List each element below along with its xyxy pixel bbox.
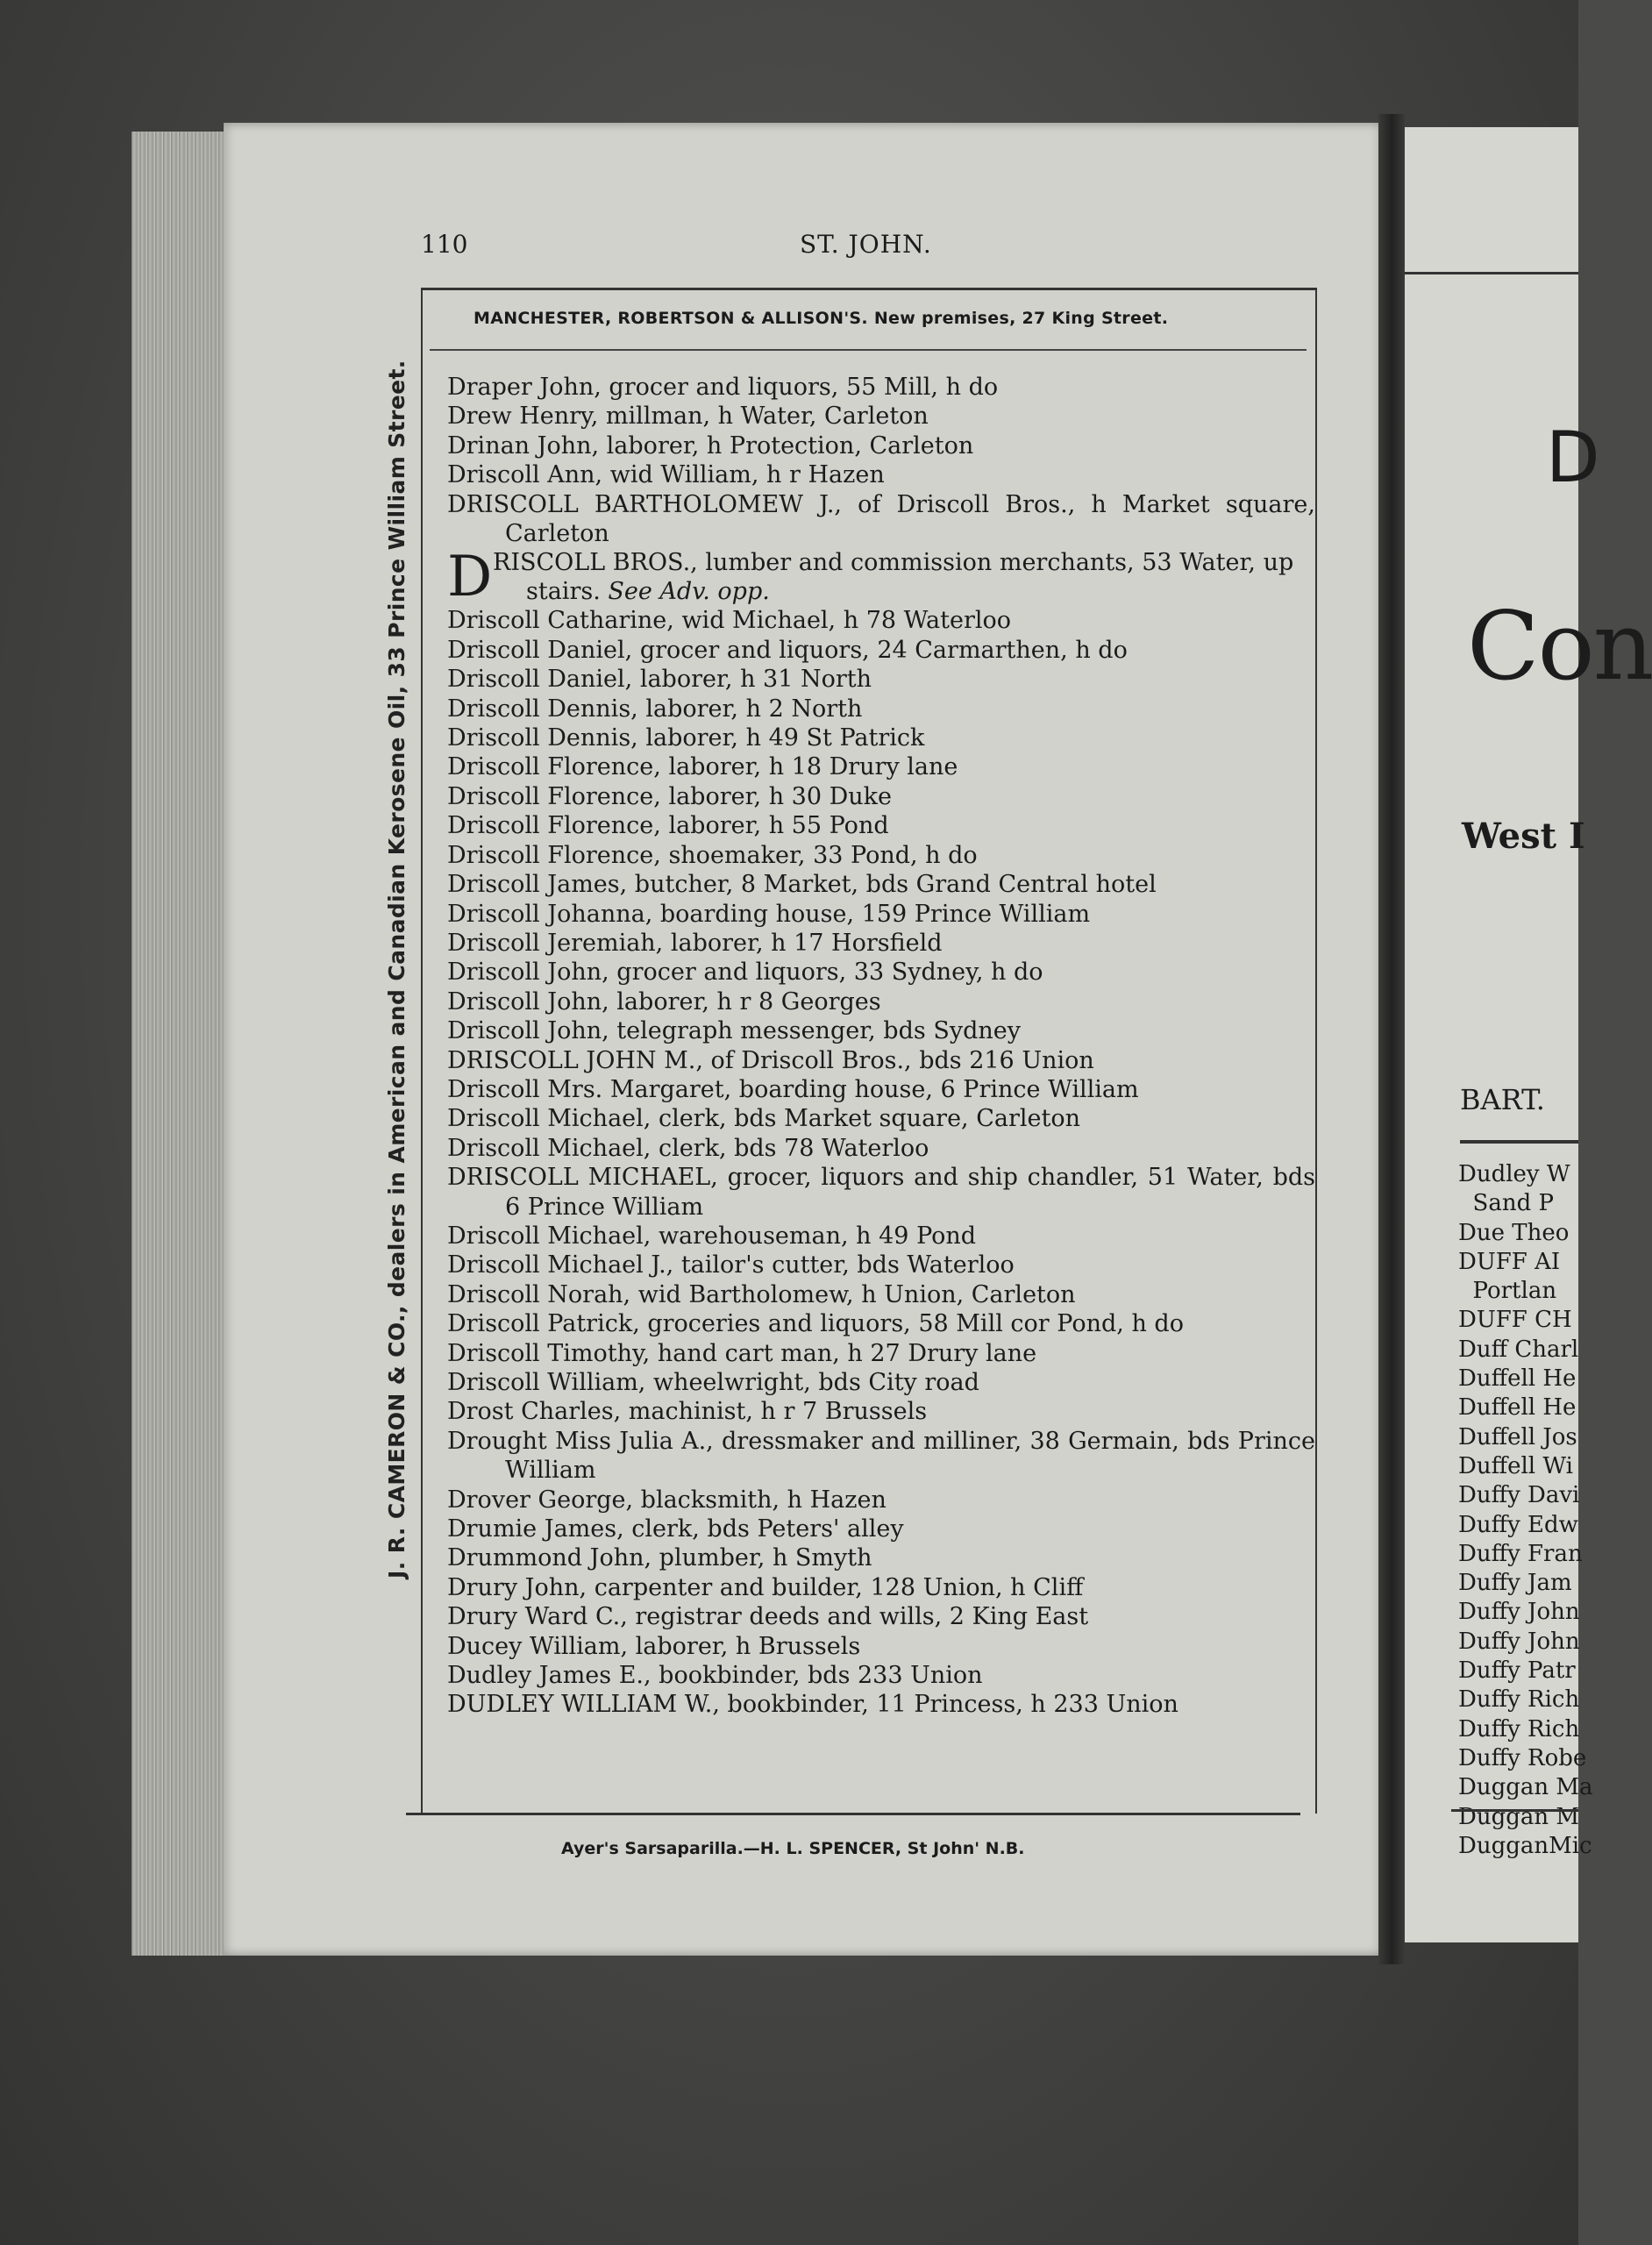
right-page-list-item: Duffy John: [1458, 1628, 1580, 1655]
directory-entry: Driscoll Timothy, hand cart man, h 27 Drury lane: [447, 1339, 1037, 1367]
directory-entry: Driscoll Michael, clerk, bds 78 Waterloo: [447, 1134, 929, 1162]
directory-entry: Driscoll Norah, wid Bartholomew, h Union, Carleton: [447, 1280, 1076, 1308]
featured-line-2-italic: See Adv. opp.: [608, 578, 770, 606]
directory-entry: DUDLEY WILLIAM W., bookbinder, 11 Princess, h 233 Union: [447, 1691, 1178, 1719]
directory-entry: Driscoll Florence, laborer, h 30 Duke: [447, 782, 892, 810]
directory-entry: Drury John, carpenter and builder, 128 Union, h Cliff: [447, 1573, 1084, 1601]
directory-entry: Drost Charles, machinist, h r 7 Brussels: [447, 1398, 928, 1426]
directory-entry: Driscoll Florence, laborer, h 55 Pond: [447, 812, 889, 840]
directory-entry: Driscoll Daniel, grocer and liquors, 24 Carmarthen, h do: [447, 636, 1128, 664]
right-page-big-letter: D: [1546, 417, 1600, 498]
right-page-headline: Con: [1467, 592, 1652, 702]
directory-entry: DRISCOLL BARTHOLOMEW J., of Driscoll Bros., h Market square, Carleton: [447, 490, 1315, 548]
right-page-list-item: Duffy Edw: [1458, 1511, 1578, 1538]
right-page-list: [1458, 1160, 1593, 1861]
right-page-list-item: Duffell Jos: [1458, 1423, 1577, 1450]
frame-bottom-rule: [406, 1813, 1300, 1815]
right-page-list-item: Duffell Wi: [1458, 1452, 1573, 1479]
running-head: ST. JOHN.: [800, 230, 932, 259]
right-page-list-item: Duggan M: [1458, 1803, 1580, 1830]
right-page-rule: [1460, 1140, 1578, 1144]
right-page-list-item: Duffy Patr: [1458, 1657, 1576, 1685]
directory-entry: Driscoll Michael, warehouseman, h 49 Pond: [447, 1222, 977, 1250]
directory-entry: Driscoll William, wheelwright, bds City road: [447, 1369, 979, 1396]
right-page-bart: BART.: [1460, 1083, 1545, 1116]
right-page-list-item: Duffy Fran: [1458, 1540, 1583, 1567]
directory-entry: Driscoll John, telegraph messenger, bds Sydney: [447, 1017, 1021, 1045]
featured-line-1: RISCOLL BROS., lumber and commission merchants, 53 Water, up: [493, 549, 1294, 577]
right-page-list-item: Dudley W: [1458, 1161, 1570, 1187]
directory-entry: Driscoll Florence, laborer, h 18 Drury lane: [447, 753, 958, 781]
directory-entry: Driscoll Patrick, groceries and liquors, 58 Mill cor Pond, h do: [447, 1310, 1184, 1338]
ad-rule: [430, 349, 1307, 351]
directory-entries: [447, 373, 1315, 1720]
featured-entry: [447, 545, 1315, 610]
featured-line-2: [526, 577, 770, 606]
directory-entry: Drinan John, laborer, h Protection, Carleton: [447, 431, 974, 460]
directory-entry: Drumie James, clerk, bds Peters' alley: [447, 1515, 904, 1543]
directory-entry: Drury Ward C., registrar deeds and wills, 2 King East: [447, 1603, 1089, 1631]
right-page-list-item: DugganMic: [1458, 1832, 1592, 1859]
right-page-list-item: Duffy John: [1458, 1599, 1580, 1626]
directory-entry: Driscoll John, grocer and liquors, 33 Sydney, h do: [447, 959, 1043, 987]
directory-entry: Dudley James E., bookbinder, bds 233 Union: [447, 1662, 983, 1690]
right-page-list-item: Duffy Rich: [1458, 1715, 1580, 1743]
directory-entry: Driscoll Catharine, wid Michael, h 78 Waterloo: [447, 607, 1012, 635]
directory-entry: Driscoll Jeremiah, laborer, h 17 Horsfield: [447, 929, 943, 957]
side-advertisement: J. R. CAMERON & CO., dealers in American and Canadian Kerosene Oil, 33 Prince William Street.: [384, 360, 409, 1579]
right-page: [1399, 127, 1652, 1942]
right-page-list-item: DUFF AI: [1458, 1248, 1561, 1275]
directory-entry: Driscoll Dennis, laborer, h 49 St Patrick: [447, 724, 925, 752]
directory-entry: Driscoll Daniel, laborer, h 31 North: [447, 666, 872, 694]
right-page-list-item: Duffell He: [1458, 1394, 1577, 1422]
right-page-list-item: DUFF CH: [1458, 1307, 1572, 1334]
dropcap: D: [447, 545, 493, 610]
right-page-list-item: Duffy Jam: [1458, 1570, 1572, 1597]
right-page-list-item: Duffy Rich: [1458, 1686, 1580, 1714]
directory-entry: Ducey William, laborer, h Brussels: [447, 1632, 861, 1660]
entries-after-group: [447, 606, 1315, 1719]
frame-top-rule: [421, 288, 1315, 290]
page-number: 110: [421, 230, 468, 259]
directory-entry: Driscoll Michael J., tailor's cutter, bds Waterloo: [447, 1251, 1015, 1279]
directory-entry: Draper John, grocer and liquors, 55 Mill, h do: [447, 374, 999, 401]
directory-entry: Drummond John, plumber, h Smyth: [447, 1544, 872, 1572]
book-gutter: [1378, 114, 1405, 1964]
right-page-list-item: Duffell He: [1458, 1365, 1577, 1393]
right-page-list-item: Duffy Robe: [1458, 1744, 1587, 1771]
page-edges: [132, 132, 228, 1956]
directory-entry: Drought Miss Julia A., dressmaker and milliner, 38 Germain, bds Prince William: [447, 1427, 1315, 1485]
directory-entry: Drew Henry, millman, h Water, Carleton: [447, 403, 929, 431]
top-advertisement: MANCHESTER, ROBERTSON & ALLISON'S. New premises, 27 King Street.: [474, 309, 1169, 328]
right-page-list-item: Sand P: [1458, 1190, 1554, 1217]
right-page-list-item: Duggan Ma: [1458, 1774, 1593, 1801]
right-page-subhead: West I: [1462, 816, 1585, 857]
right-page-top-rule: [1399, 272, 1578, 274]
directory-entry: Driscoll James, butcher, 8 Market, bds Grand Central hotel: [447, 871, 1157, 899]
featured-line-2-text: stairs.: [526, 578, 609, 606]
bottom-advertisement: Ayer's Sarsaparilla.—H. L. SPENCER, St John' N.B.: [561, 1839, 1025, 1858]
directory-entry: Driscoll John, laborer, h r 8 Georges: [447, 987, 881, 1016]
right-page-list-item: Due Theo: [1458, 1219, 1570, 1246]
directory-entry: Driscoll Florence, shoemaker, 33 Pond, h do: [447, 841, 978, 869]
right-page-list-item: Portlan: [1458, 1278, 1557, 1305]
directory-entry: Drover George, blacksmith, h Hazen: [447, 1486, 887, 1514]
entries-before-group: [447, 373, 1315, 548]
directory-entry: Driscoll Dennis, laborer, h 2 North: [447, 695, 863, 723]
right-page-list-item: Duff Charl: [1458, 1336, 1579, 1363]
directory-entry: Driscoll Ann, wid William, h r Hazen: [447, 461, 885, 489]
directory-entry: DRISCOLL MICHAEL, grocer, liquors and ship chandler, 51 Water, bds 6 Prince William: [447, 1164, 1315, 1221]
directory-entry: DRISCOLL JOHN M., of Driscoll Bros., bds 216 Union: [447, 1046, 1094, 1074]
directory-entry: Driscoll Mrs. Margaret, boarding house, 6 Prince William: [447, 1075, 1139, 1103]
right-page-bottom-rule: [1451, 1809, 1578, 1812]
directory-entry: Driscoll Johanna, boarding house, 159 Prince William: [447, 900, 1091, 928]
right-page-list-item: Duffy Davi: [1458, 1482, 1580, 1509]
directory-entry: Driscoll Michael, clerk, bds Market square, Carleton: [447, 1105, 1080, 1133]
